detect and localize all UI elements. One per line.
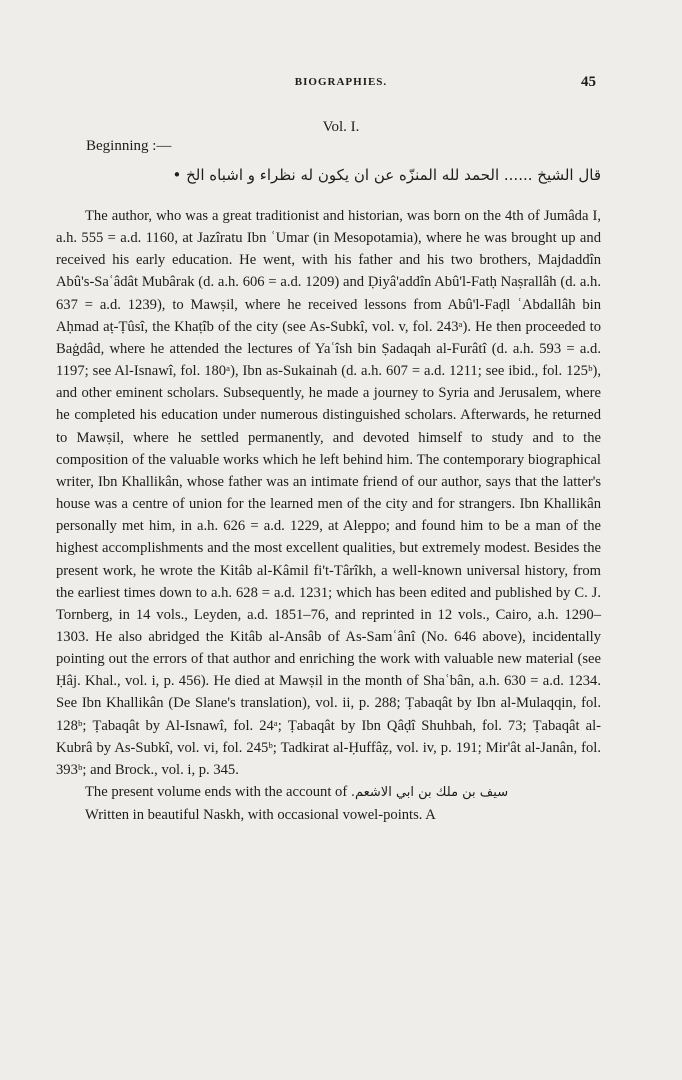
page-number: 45: [581, 74, 596, 90]
running-title: BIOGRAPHIES.: [294, 76, 388, 88]
written-line: Written in beautiful Naskh, with occasional vowel-points. A: [85, 807, 436, 824]
beginning-label: Beginning :—: [86, 138, 172, 154]
arabic-beginning-text: قال الشيخ ...... الحمد لله المنزّه عن ان يكون له نظراء و اشباه الخ •: [172, 166, 601, 184]
body-text: [56, 205, 601, 826]
closing-paragraph: [56, 781, 601, 804]
biography-paragraph: The author, who was a great traditionist and historian, was born on the 4th of Jumâda I, a.h. 555 = a.d. 1160, at Jazîratu Ibn ʿUmar (in Mesopotamia), where he was brought up and received his early education. He went, with his father and his two brothers, Majdaddîn Abû's-Saʿâdât Mubârak (d. a.h. 606 = a.d. 1209) and Ḍiyâ'addîn Abû'l-Fatḥ Naṣrallâh (d. a.h. 637 = a.d. 1239), to Mawṣil, where he received lessons from Abû'l-Faḍl ʿAbdallâh bin Aḥmad aṭ-Ṭûsî, the Khaṭîb of the city (see As-Subkî, vol. v, fol. 243ᵃ). He then proceeded to Baġdâd, where he attended the lectures of Yaʿîsh bin Ṣadaqah al-Furâtî (d. a.h. 593 = a.d. 1197; see Al-Isnawî, fol. 180ᵃ), Ibn as-Sukainah (d. a.h. 607 = a.d. 1211; see ibid., fol. 125ᵇ), and other eminent scholars. Subsequently, he made a journey to Syria and Jerusalem, where he completed his education under numerous distinguished scholars. Afterwards, he returned to Mawṣil, where he settled permanently, and devoted himself to study and to the composition of the valuable works which he left behind him. The contemporary biographical writer, Ibn Khallikân, whose father was an intimate friend of our author, says that the latter's house was a centre of union for the learned men of the city and for strangers. Ibn Khallikân personally met him, in a.h. 626 = a.d. 1229, at Aleppo; and found him to be a man of the highest accomplishments and the most excellent qualities, but extremely modest. Besides the present work, he wrote the Kitâb al-Kâmil fi't-Târîkh, a well-known universal history, from the earliest times down to a.h. 628 = a.d. 1231; which has been edited and published by C. J. Tornberg, in 14 vols., Leyden, a.d. 1851–76, and reprinted in 12 vols., Cairo, a.h. 1290–1303. He also abridged the Kitâb al-Ansâb of As-Samʿânî (No. 646 above), incidentally pointing out the errors of that author and enriching the work with valuable new material (see Ḥâj. Khal., vol. i, p. 456). He died at Mawṣil in the month of Shaʿbân, a.h. 630 = a.d. 1234. See Ibn Khallikân (De Slane's translation), vol. ii, p. 288; Ṭabaqât by Ibn al-Mulaqqin, fol. 128ᵇ; Ṭabaqât by Al-Isnawî, fol. 24ᵃ; Ṭabaqât by Ibn Qâḍî Shuhbah, fol. 73; Ṭabaqât al-Kubrâ by As-Subkî, vol. vi, fol. 245ᵇ; Tadkirat al-Ḥuffâẓ, vol. iv, p. 191; Mir'ât al-Janân, fol. 393ᵇ; and Brock., vol. i, p. 345.: [56, 208, 601, 778]
page-header: [0, 76, 682, 96]
arabic-name: سيف بن ملك بن ابي الاشعم.: [350, 785, 509, 801]
volume-heading: Vol. I.: [322, 119, 360, 135]
closing-text: The present volume ends with the account of: [85, 784, 351, 801]
